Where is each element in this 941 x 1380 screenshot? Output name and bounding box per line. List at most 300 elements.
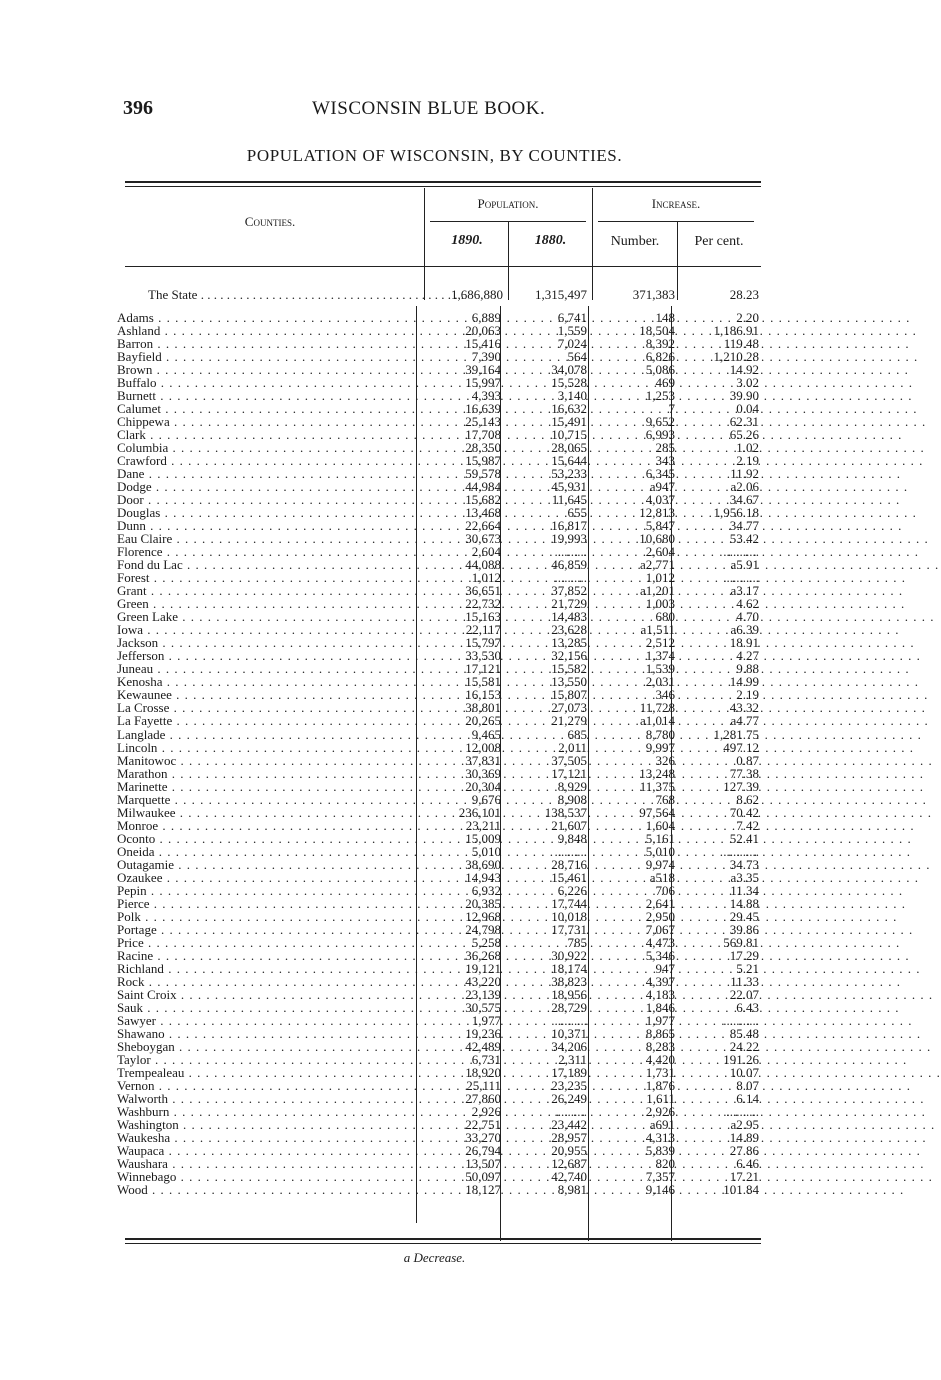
population-1880: 15,528 <box>551 375 587 391</box>
increase-number: a691 <box>649 1116 675 1132</box>
county-name: Sheboygan . . . <box>117 1040 413 1053</box>
increase-number: 1,846 <box>645 999 675 1015</box>
increase-percent: 43.32 <box>729 700 759 716</box>
table-row <box>0 910 869 923</box>
increase-percent: 65.26 <box>729 427 759 443</box>
county-name: Kenosha . . . <box>117 675 413 688</box>
increase-number: 1,731 <box>645 1064 675 1080</box>
header-percent: Per cent. <box>694 234 744 249</box>
top-rule-thin <box>125 186 761 187</box>
county-name: Jefferson . . . <box>117 649 413 662</box>
table-row <box>0 819 869 832</box>
increase-percent: 4.62 <box>736 596 759 612</box>
population-1880: 28,716 <box>551 856 587 872</box>
increase-percent: ........... <box>723 1012 759 1028</box>
population-1890: 30,369 <box>465 765 501 781</box>
increase-number: 5,161 <box>645 830 675 846</box>
header-increase: Increase. <box>651 196 701 211</box>
increase-percent: a5.91 <box>730 557 759 573</box>
increase-percent: 62.31 <box>729 414 759 430</box>
county-name: Marinette . . . <box>117 780 413 793</box>
table-row <box>0 1066 869 1079</box>
header-population: Population. <box>477 196 539 211</box>
table-row <box>0 806 869 819</box>
table-row <box>0 962 869 975</box>
increase-percent: 34.77 <box>729 518 759 534</box>
population-1890: 44,984 <box>465 479 501 495</box>
increase-percent: 9.88 <box>736 661 759 677</box>
population-1880: 2,011 <box>558 739 587 755</box>
increase-percent: 4.70 <box>736 609 759 625</box>
population-1890: 15,163 <box>465 609 501 625</box>
increase-percent: ........... <box>723 544 759 560</box>
population-1890: 13,507 <box>465 1156 501 1172</box>
population-1890: 23,139 <box>465 986 501 1002</box>
increase-number: 9,652 <box>645 414 675 430</box>
county-name: Sawyer . . . <box>117 1014 413 1027</box>
county-name: La Crosse . . . <box>117 701 413 714</box>
county-name: Walworth . . . <box>117 1092 413 1105</box>
increase-number: 820 <box>655 1156 675 1172</box>
increase-number: 343 <box>655 453 675 469</box>
increase-percent: 6.14 <box>736 1090 759 1106</box>
county-name: Polk . . . <box>117 910 413 923</box>
county-name: Clark . . . <box>117 428 413 441</box>
increase-number: 7,067 <box>645 921 675 937</box>
increase-percent: 70.42 <box>729 804 759 820</box>
population-1880: 15,644 <box>551 453 587 469</box>
increase-number: 10,680 <box>639 531 675 547</box>
increase-percent: 39.86 <box>729 921 759 937</box>
increase-number: 1,253 <box>645 388 675 404</box>
county-name: Fond du Lac . . . <box>117 558 413 571</box>
population-1890: 26,794 <box>465 1143 501 1158</box>
county-name: Racine . . . <box>117 949 413 962</box>
population-1890: 22,664 <box>465 518 501 534</box>
increase-percent: a2.06 <box>730 479 759 495</box>
county-name: Monroe . . . <box>117 819 413 832</box>
population-1890: 20,063 <box>465 323 501 339</box>
increase-percent: 14.92 <box>729 362 759 378</box>
increase-percent: 85.48 <box>729 1025 759 1041</box>
bottom-rule-thin <box>125 1243 761 1244</box>
increase-percent: a3.35 <box>730 869 759 885</box>
increase-percent: 11.92 <box>730 466 759 482</box>
increase-number: 5,346 <box>645 947 675 963</box>
increase-number: 7,357 <box>645 1169 675 1185</box>
population-1890: 22,117 <box>465 622 501 638</box>
increase-percent: 24.22 <box>729 1038 759 1054</box>
population-1890: 20,304 <box>465 778 501 794</box>
increase-percent: 7.42 <box>736 817 759 833</box>
increase-percent: 11.33 <box>730 973 759 989</box>
county-name: Price . . . <box>117 936 413 949</box>
increase-number: 8,392 <box>645 336 675 352</box>
population-1880: 34,206 <box>551 1038 587 1054</box>
population-1890: 17,121 <box>465 661 501 677</box>
population-1880: 17,121 <box>551 765 587 781</box>
increase-percent: 34.67 <box>729 492 759 508</box>
increase-percent: a3.17 <box>730 583 759 599</box>
county-name: Manitowoc . . . <box>117 754 413 767</box>
population-1880: 6,741 <box>557 310 587 325</box>
table-row <box>0 1183 869 1196</box>
county-name: Washington . . . <box>117 1118 413 1131</box>
county-name: Washburn . . . <box>117 1105 413 1118</box>
population-1880: 17,731 <box>551 921 587 937</box>
increase-number: 285 <box>655 440 675 456</box>
increase-number: 5,010 <box>645 843 675 859</box>
population-1890: 27,860 <box>465 1090 501 1106</box>
county-name: Grant . . . <box>117 584 413 597</box>
table-row <box>0 1027 869 1040</box>
increase-number: 469 <box>655 375 675 391</box>
increase-number: 1,611 <box>646 1090 675 1106</box>
table-row <box>0 780 869 793</box>
population-1890: 2,604 <box>471 544 501 560</box>
county-name: Wood . . . <box>117 1183 413 1196</box>
population-1880: 27,073 <box>551 700 587 716</box>
population-1890: 42,489 <box>465 1038 501 1054</box>
population-1890: 15,797 <box>465 635 501 651</box>
population-1880: 9,848 <box>557 830 587 846</box>
table-row <box>0 845 869 858</box>
increase-number: 1,539 <box>645 661 675 677</box>
increase-percent: 0.87 <box>736 752 759 768</box>
increase-percent: a2.95 <box>730 1116 759 1132</box>
increase-percent: 53.42 <box>729 531 759 547</box>
population-1880: 32,156 <box>551 648 587 664</box>
population-1890: 6,889 <box>471 310 501 325</box>
county-name: Green . . . <box>117 597 413 610</box>
population-1890: 16,639 <box>465 401 501 417</box>
population-1890: 18,127 <box>465 1182 501 1198</box>
population-1880: 138,537 <box>544 804 587 820</box>
running-title: WISCONSIN BLUE BOOK. <box>312 98 546 119</box>
population-1890: 20,385 <box>465 895 501 911</box>
population-1880: 15,807 <box>551 687 587 703</box>
increase-percent: 2.20 <box>736 310 759 325</box>
population-1880: 13,285 <box>551 635 587 651</box>
table-row <box>0 767 869 780</box>
population-1890: 6,932 <box>471 882 501 898</box>
population-1880: 23,442 <box>551 1116 587 1132</box>
county-name: Kewaunee . . . <box>117 688 413 701</box>
county-name: Ashland . . . <box>117 324 413 337</box>
population-1890: 2,926 <box>471 1103 501 1119</box>
increase-percent: 2.19 <box>736 687 759 703</box>
county-name: Sauk . . . <box>117 1001 413 1014</box>
county-name: Columbia . . . <box>117 441 413 454</box>
population-1890: 28,350 <box>465 440 501 456</box>
header-number: Number. <box>610 234 660 249</box>
increase-number: 8,865 <box>645 1025 675 1041</box>
increase-number: 9,974 <box>645 856 675 872</box>
header-divider-1 <box>424 188 425 300</box>
table-row <box>0 988 869 1001</box>
county-name: Buffalo . . . <box>117 376 413 389</box>
increase-number: 2,031 <box>645 674 675 690</box>
county-name: Shawano . . . <box>117 1027 413 1040</box>
county-name: Forest . . . <box>117 571 413 584</box>
increase-number: 9,146 <box>645 1182 675 1198</box>
population-1880: 28,729 <box>551 999 587 1015</box>
table-row <box>0 1001 869 1014</box>
population-1880: 15,582 <box>551 661 587 677</box>
population-1880: 28,065 <box>551 440 587 456</box>
population-1890: 9,676 <box>471 791 501 807</box>
increase-percent: 0.04 <box>736 401 759 417</box>
county-name: Langlade . . . <box>117 728 413 741</box>
county-name: Portage . . . <box>117 923 413 936</box>
increase-number: 680 <box>655 609 675 625</box>
increase-percent: 569.81 <box>723 934 759 950</box>
population-1880: 11,645 <box>551 492 587 508</box>
county-name: Saint Croix . . . <box>117 988 413 1001</box>
county-name: Adams . . . <box>117 311 413 324</box>
population-1880: 21,729 <box>551 596 587 612</box>
increase-number: 2,512 <box>645 635 675 651</box>
county-name: Dunn . . . <box>117 519 413 532</box>
population-1880: .......... <box>554 843 587 859</box>
increase-percent: 14.99 <box>729 674 759 690</box>
county-rows <box>0 311 869 1196</box>
population-1880: 655 <box>567 505 587 521</box>
population-1890: 12,008 <box>465 739 501 755</box>
county-name: Barron . . . <box>117 337 413 350</box>
increase-number: a518 <box>649 869 675 885</box>
increase-number: 706 <box>655 882 675 898</box>
population-1880: 2,311 <box>558 1051 587 1067</box>
increase-number: 97,564 <box>639 804 675 820</box>
population-underline <box>430 221 586 222</box>
county-name: Trempealeau . . . <box>117 1066 413 1079</box>
county-name: Oneida . . . <box>117 845 413 858</box>
increase-number: 4,313 <box>645 1129 675 1145</box>
increase-percent: 18.91 <box>729 635 759 651</box>
county-name: Waushara . . . <box>117 1157 413 1170</box>
county-name: Douglas . . . <box>117 506 413 519</box>
population-1890: 39,164 <box>465 362 501 378</box>
population-1890: 20,265 <box>465 713 501 729</box>
county-name: Green Lake . . . <box>117 610 413 623</box>
header-bottom-rule <box>125 266 761 267</box>
county-name: Pepin . . . <box>117 884 413 897</box>
table-row <box>0 1079 869 1092</box>
table-row <box>0 975 869 988</box>
increase-percent: 17.29 <box>729 947 759 963</box>
table-row <box>0 754 869 767</box>
population-1890: 17,708 <box>465 427 501 443</box>
increase-percent: 2.19 <box>736 453 759 469</box>
population-1890: 37,831 <box>465 752 501 768</box>
header-1880: 1880. <box>534 233 567 248</box>
table-row <box>0 858 869 871</box>
county-name: La Fayette . . . <box>117 714 413 727</box>
county-name: Crawford . . . <box>117 454 413 467</box>
increase-number: 2,926 <box>645 1103 675 1119</box>
increase-number: 4,397 <box>645 973 675 989</box>
increase-percent: 34.73 <box>729 856 759 872</box>
table-row <box>0 871 869 884</box>
population-1880: 17,189 <box>551 1064 587 1080</box>
increase-percent: 497.12 <box>723 739 759 755</box>
population-1890: 7,390 <box>471 349 501 365</box>
increase-number: 9,997 <box>645 739 675 755</box>
increase-number: 5,847 <box>645 518 675 534</box>
increase-percent: 6.46 <box>736 1156 759 1172</box>
population-1890: 38,690 <box>465 856 501 872</box>
population-1880: 46,859 <box>551 557 587 573</box>
increase-percent: 5.21 <box>736 960 759 976</box>
population-1880: 785 <box>567 934 587 950</box>
population-1880: 37,505 <box>551 752 587 768</box>
increase-number: 1,374 <box>645 648 675 664</box>
population-1880: 8,929 <box>557 778 587 794</box>
population-1880: .......... <box>554 544 587 560</box>
county-name: Rock . . . <box>117 975 413 988</box>
increase-number: 768 <box>655 791 675 807</box>
increase-percent: 1,281.75 <box>713 726 759 742</box>
population-1880: 17,744 <box>551 895 587 911</box>
population-1880: 7,024 <box>557 336 587 352</box>
population-1880: 12,687 <box>551 1156 587 1172</box>
increase-number: 6,345 <box>645 466 675 482</box>
population-1890: 15,997 <box>465 375 501 391</box>
increase-number: 4,183 <box>645 986 675 1002</box>
increase-percent: 101.84 <box>723 1182 759 1198</box>
increase-percent: a4.77 <box>730 713 759 729</box>
increase-number: 13,248 <box>639 765 675 781</box>
increase-number: 326 <box>655 752 675 768</box>
county-name: Pierce . . . <box>117 897 413 910</box>
increase-percent: ........... <box>723 843 759 859</box>
increase-number: 8,283 <box>645 1038 675 1054</box>
table-row <box>0 923 869 936</box>
population-1890: 15,581 <box>465 674 501 690</box>
population-1890: 59,578 <box>465 466 501 482</box>
population-1880: 23,235 <box>551 1077 587 1093</box>
population-1880: 21,279 <box>551 713 587 729</box>
table-row <box>0 949 869 962</box>
population-1880: 20,955 <box>551 1143 587 1158</box>
population-1890: 30,673 <box>465 531 501 547</box>
population-1890: 44,088 <box>465 557 501 573</box>
county-name: Richland . . . <box>117 962 413 975</box>
increase-number: a1,014 <box>639 713 675 729</box>
increase-percent: 4.27 <box>736 648 759 664</box>
table-row <box>0 897 869 910</box>
population-1890: 36,651 <box>465 583 501 599</box>
population-1890: 22,732 <box>465 596 501 612</box>
population-1890: 12,968 <box>465 908 501 924</box>
population-1880: 38,823 <box>551 973 587 989</box>
increase-percent: a6.39 <box>730 622 759 638</box>
population-1880: 37,852 <box>551 583 587 599</box>
population-1880: .......... <box>554 570 587 586</box>
increase-number: 2,604 <box>645 544 675 560</box>
increase-percent: 1,956.18 <box>713 505 759 521</box>
county-name: Taylor . . . <box>117 1053 413 1066</box>
population-1880: 3,140 <box>557 388 587 404</box>
population-1890: 16,153 <box>465 687 501 703</box>
page-number: 396 <box>123 97 153 119</box>
increase-number: 6,826 <box>645 349 675 365</box>
table-row <box>0 1092 869 1105</box>
county-name: Oconto . . . <box>117 832 413 845</box>
population-1880: 42,740 <box>551 1169 587 1185</box>
table-row <box>0 1053 869 1066</box>
population-1890: 19,121 <box>465 960 501 976</box>
population-1880: .......... <box>554 1103 587 1119</box>
population-1890: 23,211 <box>465 817 501 833</box>
increase-percent: 8.07 <box>736 1077 759 1093</box>
population-1880: 8,981 <box>557 1182 587 1198</box>
increase-percent: 29.45 <box>729 908 759 924</box>
increase-number: 5,839 <box>645 1143 675 1158</box>
population-1880: 45,931 <box>551 479 587 495</box>
population-1880: 15,461 <box>551 869 587 885</box>
increase-number: a1,201 <box>639 583 675 599</box>
population-1890: 15,987 <box>465 453 501 469</box>
increase-percent: 77.38 <box>729 765 759 781</box>
population-1890: 33,270 <box>465 1129 501 1145</box>
county-name: Brown . . . <box>117 363 413 376</box>
increase-percent: 191.26 <box>723 1051 759 1067</box>
increase-percent: 52.41 <box>729 830 759 846</box>
county-name: Ozaukee . . . <box>117 871 413 884</box>
increase-number: 4,037 <box>645 492 675 508</box>
population-1890: 14,943 <box>465 869 501 885</box>
increase-number: 1,876 <box>645 1077 675 1093</box>
county-name: Florence . . . <box>117 545 413 558</box>
population-1890: 25,111 <box>466 1077 501 1093</box>
county-name: Marathon . . . <box>117 767 413 780</box>
county-name: Burnett . . . <box>117 389 413 402</box>
state-increase-number: 371,383 <box>632 287 675 302</box>
population-1890: 15,682 <box>465 492 501 508</box>
table-row <box>0 793 869 806</box>
increase-number: 148 <box>655 310 675 325</box>
population-1890: 24,798 <box>465 921 501 937</box>
county-name: Winnebago . . . <box>117 1170 413 1183</box>
county-name: Jackson . . . <box>117 636 413 649</box>
increase-percent: 14.89 <box>729 1129 759 1145</box>
population-1890: 9,465 <box>471 726 501 742</box>
increase-percent: 10.07 <box>729 1064 759 1080</box>
population-1890: 4,393 <box>471 388 501 404</box>
increase-number: a2,771 <box>639 557 675 573</box>
population-1880: 685 <box>567 726 587 742</box>
population-1880: 34,078 <box>551 362 587 378</box>
increase-number: 7 <box>668 401 675 417</box>
population-1890: 6,731 <box>471 1051 501 1067</box>
population-1880: 28,957 <box>551 1129 587 1145</box>
county-name: Juneau . . . <box>117 662 413 675</box>
population-1880: 15,491 <box>551 414 587 430</box>
increase-percent: 1,186.91 <box>713 323 759 339</box>
table-row <box>0 884 869 897</box>
population-1890: 236,101 <box>458 804 501 820</box>
population-1890: 30,575 <box>465 999 501 1015</box>
population-1880: 23,628 <box>551 622 587 638</box>
population-1880: 26,249 <box>551 1090 587 1106</box>
increase-percent: 3.02 <box>736 375 759 391</box>
county-name: Waupaca . . . <box>117 1144 413 1157</box>
county-name: Chippewa . . . <box>117 415 413 428</box>
population-1880: 1,559 <box>557 323 587 339</box>
increase-number: 1,977 <box>645 1012 675 1028</box>
